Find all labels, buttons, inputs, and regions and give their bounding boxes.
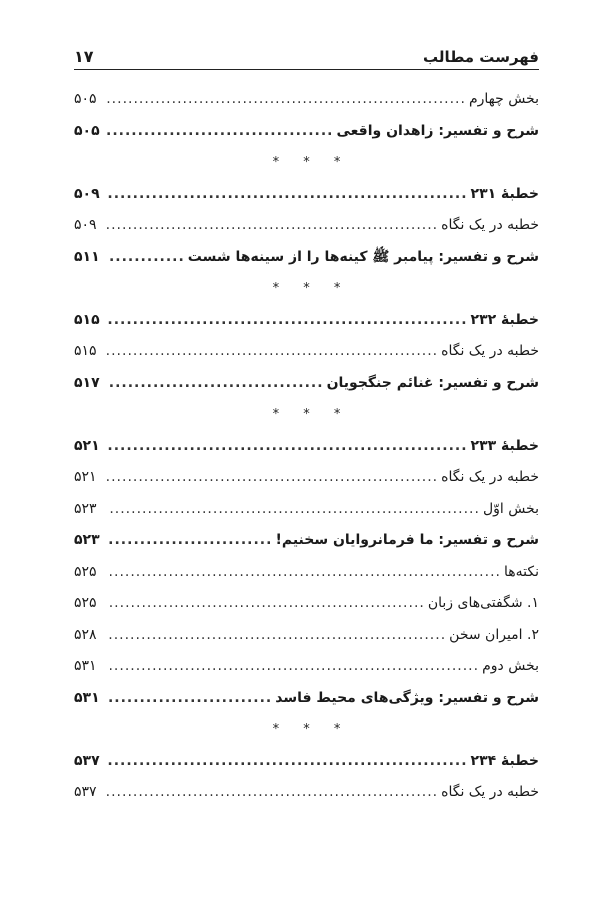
toc-entry-page: ۵۱۱ — [74, 248, 100, 265]
toc-entry-label: خطبهٔ ۲۳۲ — [470, 311, 539, 328]
toc-entry[interactable] — [74, 431, 539, 463]
toc-entry-page: ۵۳۱ — [74, 689, 100, 706]
dot-leader — [107, 462, 438, 494]
toc-entry-label: خطبه در یک نگاه — [441, 217, 539, 233]
dot-leader — [107, 620, 446, 652]
section-separator: * * * — [272, 407, 351, 422]
dot-leader — [107, 777, 438, 809]
toc-entry-page: ۵۳۷ — [74, 752, 100, 769]
toc-entry[interactable] — [74, 651, 539, 683]
header-page-number: ۱۷ — [74, 47, 94, 66]
toc-entry-page: ۵۳۷ — [74, 784, 97, 800]
dot-leader — [107, 336, 438, 368]
toc-entry-label: ۲. امیران سخن — [449, 626, 539, 643]
toc-entry-label: خطبهٔ ۲۳۴ — [470, 752, 539, 769]
toc-entry[interactable] — [74, 588, 539, 620]
dot-leader — [107, 116, 333, 148]
section-separator: * * * — [272, 155, 351, 170]
toc-entry[interactable] — [74, 777, 539, 809]
toc-entry-page: ۵۰۵ — [74, 122, 100, 139]
dot-leader — [107, 179, 468, 211]
dot-leader — [107, 683, 272, 715]
toc-entry[interactable] — [74, 210, 539, 242]
toc-entry-label: نکته‌ها — [503, 563, 539, 580]
toc-entry-label: شرح و تفسیر: زاهدان واقعی — [336, 122, 539, 139]
toc-entry-page: ۵۲۳ — [74, 532, 100, 548]
toc-entry[interactable] — [74, 557, 539, 589]
toc-entry-label: خطبه در یک نگاه — [441, 343, 539, 359]
toc-entry-label: شرح و تفسیر: ویژگی‌های محیط فاسد — [275, 689, 539, 706]
toc-entry[interactable] — [74, 242, 539, 274]
toc-entry[interactable] — [74, 336, 539, 368]
toc-entry-page: ۵۲۵ — [74, 595, 97, 611]
toc-entry-label: خطبهٔ ۲۳۳ — [470, 437, 539, 454]
toc-entry-label: شرح و تفسیر: غنائم جنگجویان — [326, 374, 539, 391]
dot-leader — [107, 210, 438, 242]
toc-entry[interactable] — [74, 84, 539, 116]
dot-leader — [107, 746, 468, 778]
dot-leader — [107, 305, 468, 337]
toc-entry-label: شرح و تفسیر: ما فرمانروایان سخنیم! — [275, 532, 539, 548]
section-separator: * * * — [272, 722, 351, 737]
toc-entry[interactable] — [74, 368, 539, 400]
toc-entry[interactable] — [74, 305, 539, 337]
toc-entry[interactable] — [74, 179, 539, 211]
toc-entry[interactable] — [74, 462, 539, 494]
dot-leader — [107, 651, 479, 683]
toc-entry[interactable] — [74, 620, 539, 652]
dot-leader — [107, 494, 480, 526]
toc-entry-page: ۵۲۱ — [74, 437, 100, 454]
toc-entry-label: بخش چهارم — [468, 91, 539, 107]
toc-entry-page: ۵۰۹ — [74, 185, 100, 202]
dot-leader — [107, 242, 185, 274]
dot-leader — [107, 431, 468, 463]
toc-entry-label: شرح و تفسیر: پیامبر ﷺ کینه‌ها را از سینه‌ها شست — [187, 248, 539, 265]
toc-entry-label: بخش دوم — [482, 658, 539, 674]
dot-leader — [107, 368, 324, 400]
toc-entry-label: خطبه در یک نگاه — [441, 469, 539, 485]
toc-entry-label: بخش اوّل — [482, 500, 539, 517]
running-header — [74, 40, 539, 70]
toc-entry[interactable] — [74, 525, 539, 557]
table-of-contents — [74, 84, 539, 809]
toc-entry[interactable] — [74, 746, 539, 778]
toc-entry-page: ۵۳۱ — [74, 658, 97, 674]
toc-entry-page: ۵۲۳ — [74, 500, 97, 517]
dot-leader — [107, 84, 466, 116]
toc-entry-label: خطبه در یک نگاه — [441, 784, 539, 800]
toc-entry-page: ۵۲۱ — [74, 469, 97, 485]
toc-page — [74, 40, 539, 809]
toc-entry-page: ۵۰۹ — [74, 217, 97, 233]
toc-entry[interactable] — [74, 683, 539, 715]
dot-leader — [107, 588, 425, 620]
section-separator: * * * — [272, 281, 351, 296]
dot-leader — [107, 525, 272, 557]
toc-entry-page: ۵۱۵ — [74, 311, 100, 328]
dot-leader — [107, 557, 501, 589]
toc-entry-page: ۵۰۵ — [74, 91, 97, 107]
toc-entry-page: ۵۱۷ — [74, 374, 100, 391]
toc-entry[interactable] — [74, 116, 539, 148]
toc-entry-label: خطبهٔ ۲۳۱ — [470, 185, 539, 202]
toc-entry-page: ۵۲۸ — [74, 626, 97, 643]
toc-entry-label: ۱. شگفتی‌های زبان — [427, 595, 539, 611]
toc-entry[interactable] — [74, 494, 539, 526]
toc-entry-page: ۵۲۵ — [74, 563, 97, 580]
toc-entry-page: ۵۱۵ — [74, 343, 97, 359]
header-title: فهرست مطالب — [423, 48, 539, 66]
